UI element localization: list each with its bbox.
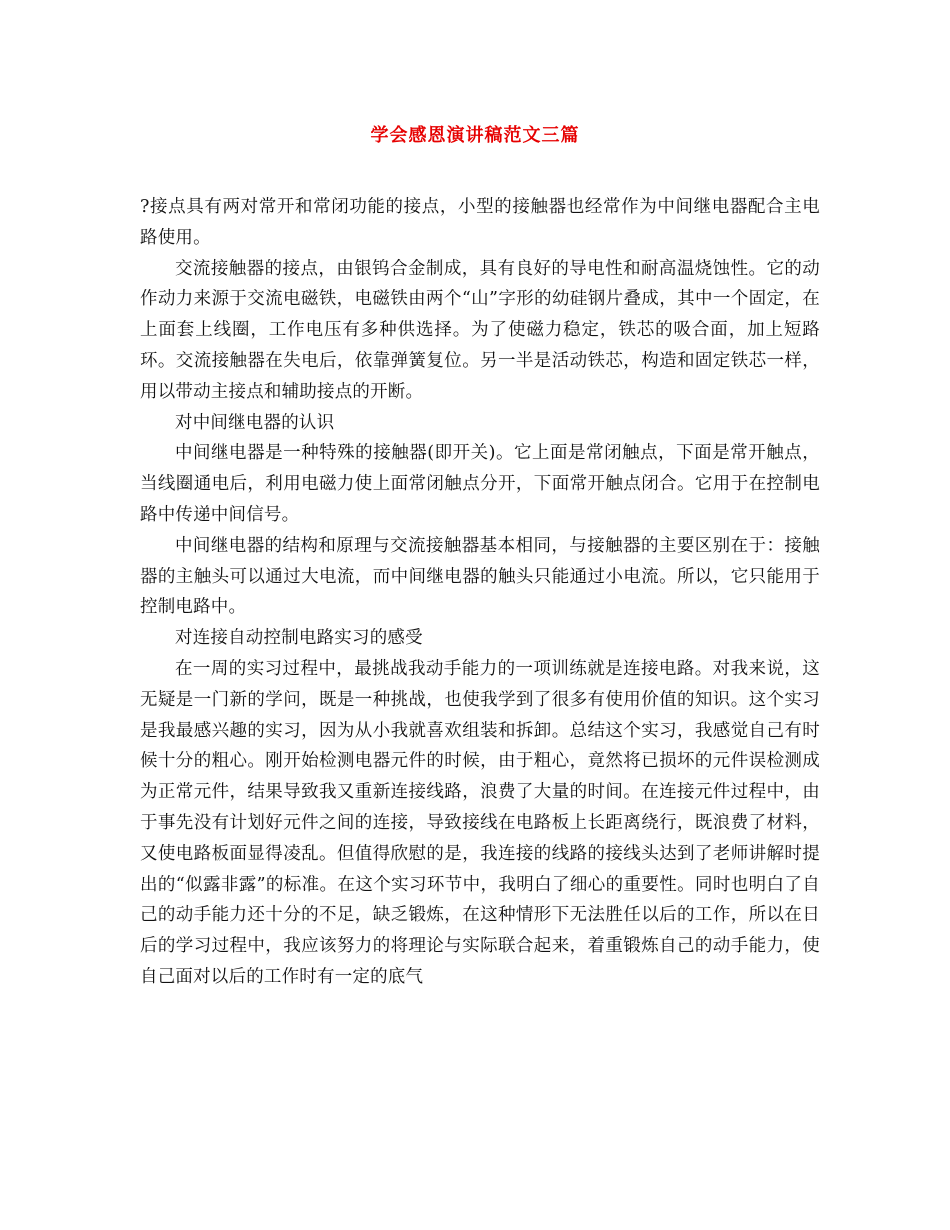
paragraph: 交流接触器的接点，由银钨合金制成，具有良好的导电性和耐高温烧蚀性。它的动作动力来源于交流电磁铁，电磁铁由两个“山”字形的幼硅钢片叠成，其中一个固定，在上面套上线圈，工作电压有多种供选择。为了使磁力稳定，铁芯的吸合面，加上短路环。交流接触器在失电后，依靠弹簧复位。另一半是活动铁芯，构造和固定铁芯一样，用以带动主接点和辅助接点的开断。	[140, 258, 820, 402]
paragraph: ?接点具有两对常开和常闭功能的接点，小型的接触器也经常作为中间继电器配合主电路使用。	[140, 197, 820, 248]
section-heading: 对中间继电器的认识	[175, 412, 335, 433]
paragraph: 中间继电器的结构和原理与交流接触器基本相同，与接触器的主要区别在于：接触器的主触头可以通过大电流，而中间继电器的触头只能通过小电流。所以，它只能用于控制电路中。	[140, 535, 820, 618]
section-heading: 对连接自动控制电路实习的感受	[175, 628, 423, 649]
document-body	[140, 192, 820, 993]
document-title: 学会感恩演讲稿范文三篇	[370, 125, 580, 146]
paragraph: 在一周的实习过程中，最挑战我动手能力的一项训练就是连接电路。对我来说，这无疑是一门新的学问，既是一种挑战，也使我学到了很多有使用价值的知识。这个实习是我最感兴趣的实习，因为从小我就喜欢组装和拆卸。总结这个实习，我感觉自己有时候十分的粗心。刚开始检测电器元件的时候，由于粗心，竟然将已损坏的元件误检测成为正常元件，结果导致我又重新连接线路，浪费了大量的时间。在连接元件过程中，由于事先没有计划好元件之间的连接，导致接线在电路板上长距离绕行，既浪费了材料，又使电路板面显得凌乱。但值得欣慰的是，我连接的线路的接线头达到了老师讲解时提出的“似露非露”的标准。在这个实习环节中，我明白了细心的重要性。同时也明白了自己的动手能力还十分的不足，缺乏锻炼，在这种情形下无法胜任以后的工作，所以在日后的学习过程中，我应该努力的将理论与实际联合起来，着重锻炼自己的动手能力，使自己面对以后的工作时有一定的底气	[140, 658, 820, 987]
paragraph: 中间继电器是一种特殊的接触器(即开关)。它上面是常闭触点，下面是常开触点，当线圈通电后，利用电磁力使上面常闭触点分开，下面常开触点闭合。它用于在控制电路中传递中间信号。	[140, 443, 820, 525]
